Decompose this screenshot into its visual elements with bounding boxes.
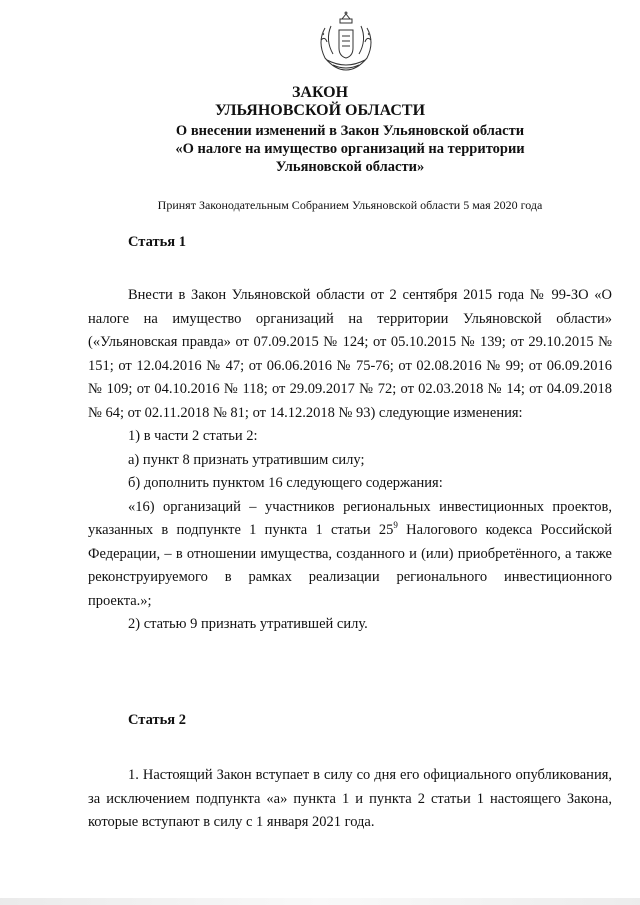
law-title-region: УЛЬЯНОВСКОЙ ОБЛАСТИ bbox=[214, 102, 426, 119]
law-subtitle-line1: О внесении изменений в Закон Ульяновской области bbox=[175, 123, 525, 139]
coat-of-arms-emblem bbox=[311, 10, 381, 74]
quote-superscript: 9 bbox=[393, 520, 398, 531]
article1-item1a: а) пункт 8 признать утратившим силу; bbox=[128, 451, 365, 468]
law-title: ЗАКОН bbox=[291, 84, 349, 101]
law-subtitle-line3: Ульяновской области» bbox=[275, 159, 425, 175]
scan-edge bbox=[0, 898, 640, 905]
quote-part2: Налогового кодекса Российской Федерации, – в отношении имущества, созданного и (или) приобретённого, а также реконструируемого в рамках реализации регионального инвестиционного проекта.»; bbox=[88, 522, 612, 609]
article2-heading: Статья 2 bbox=[128, 712, 186, 728]
law-subtitle-line2: «О налоге на имущество организаций на территории bbox=[175, 141, 525, 157]
article2-body bbox=[88, 764, 612, 835]
article2-para1: 1. Настоящий Закон вступает в силу со дня его официального опубликования, за исключением подпункта «а» пункта 1 и пункта 2 статьи 1 настоящего Закона, которые вступают в силу с 1 января 2021 года. bbox=[88, 767, 612, 830]
article1-body bbox=[88, 284, 612, 637]
article1-quote bbox=[88, 496, 612, 614]
article1-item1: 1) в части 2 статьи 2: bbox=[128, 428, 258, 444]
adoption-note: Принят Законодательным Собранием Ульяновской области 5 мая 2020 года bbox=[157, 198, 543, 212]
article1-intro: Внести в Закон Ульяновской области от 2 сентября 2015 года № 99-ЗО «О налоге на имущество организаций на территории Ульяновской области» («Ульяновская правда» от 07.09.2015 № 124; от 05.10.2015 № 139; от 29.10.2015 № 151; от 12.04.2016 № 47; от 06.06.2016 № 75-76; от 02.08.2016 № 99; от 06.09.2016 № 109; от 04.10.2016 № 118; от 29.09.2017 № 72; от 02.03.2018 № 14; от 04.09.2018 № 64; от 02.11.2018 № 81; от 14.12.2018 № 93) следующие изменения: bbox=[88, 287, 612, 421]
quote-part1: «16) организаций – участников региональных инвестиционных проектов, указанных в подпункте 1 пункта 1 статьи 25 bbox=[88, 498, 612, 538]
article1-heading: Статья 1 bbox=[128, 234, 186, 250]
article1-item1b: б) дополнить пунктом 16 следующего содержания: bbox=[128, 475, 443, 491]
article1-item2: 2) статью 9 признать утратившей силу. bbox=[128, 616, 368, 632]
